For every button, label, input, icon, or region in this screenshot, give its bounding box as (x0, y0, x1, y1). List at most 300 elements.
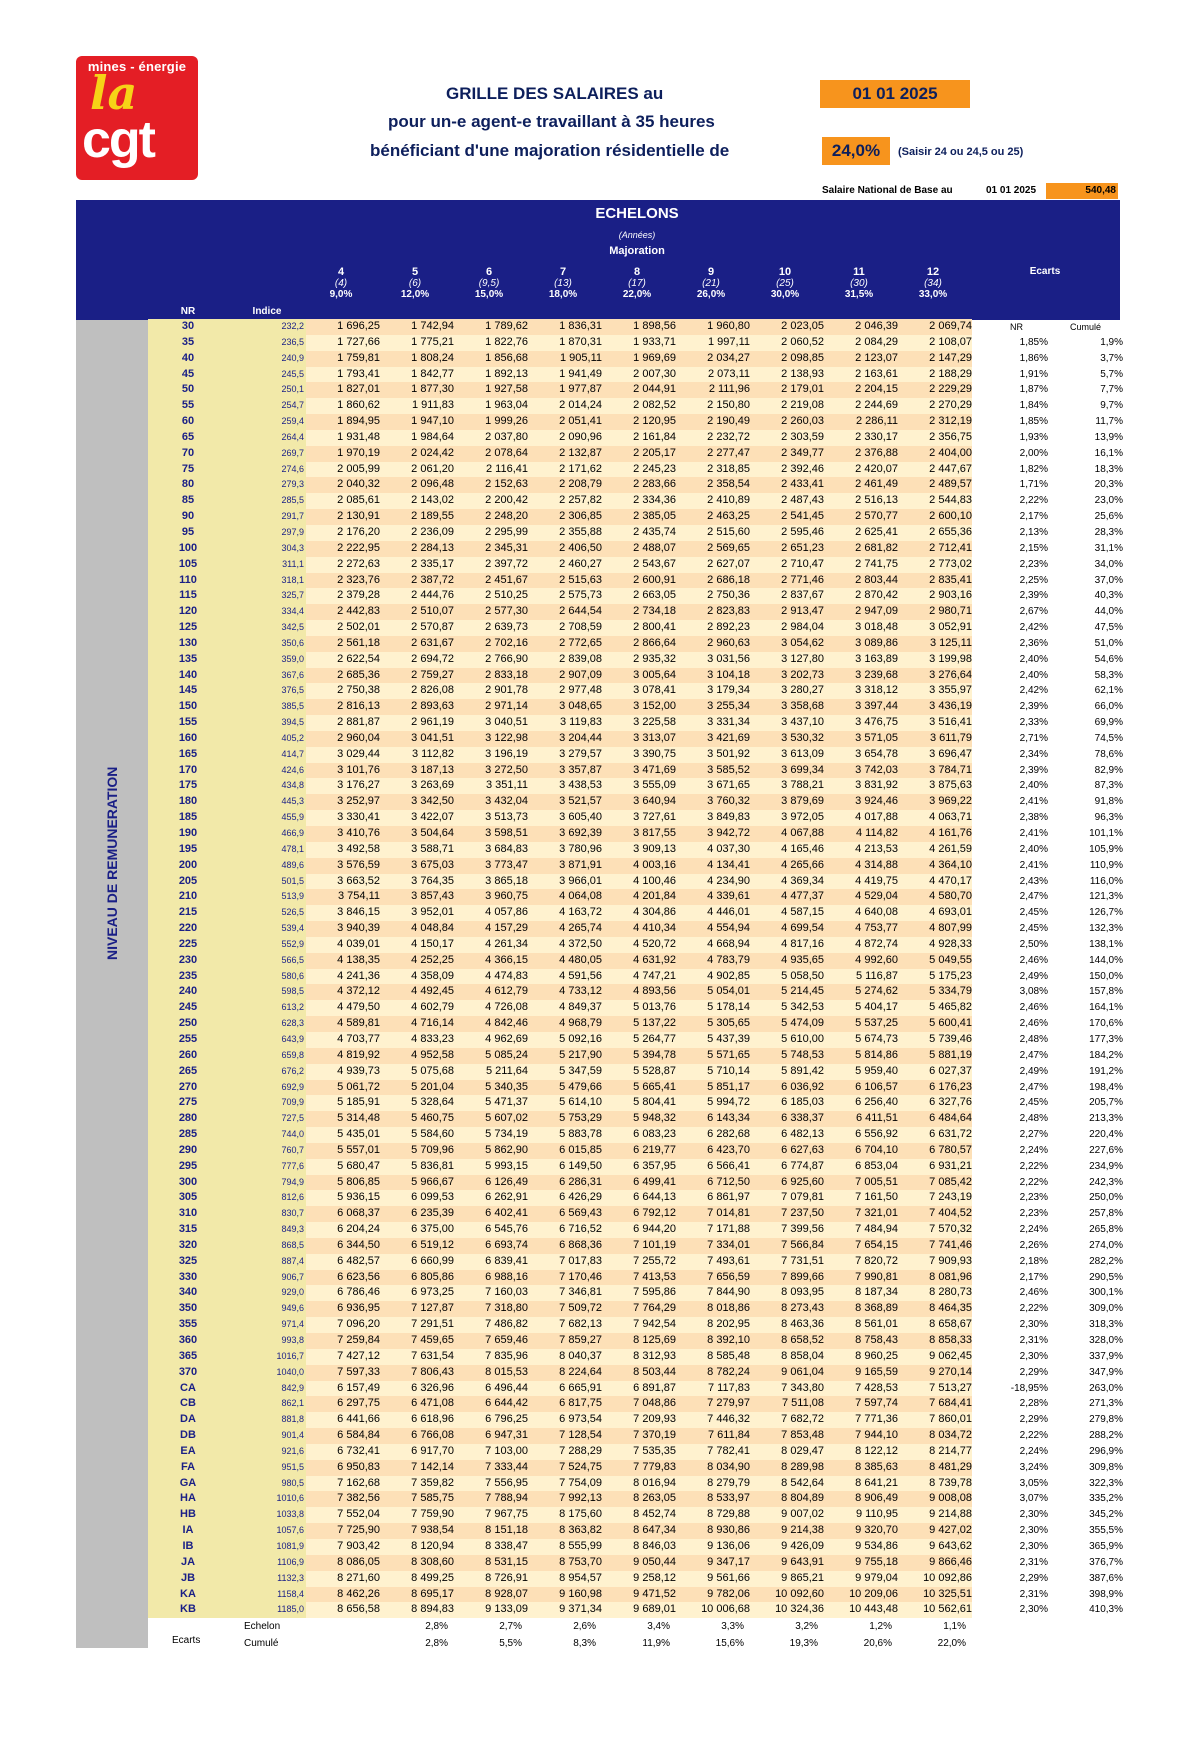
cell-ecart-nr: 2,27% (1019, 1129, 1048, 1141)
footer-cumule-value: 20,6% (863, 1638, 892, 1649)
cell-salary: 2 686,18 (676, 573, 750, 589)
title-line3: bénéficiant d'une majoration résidentielle de (370, 141, 730, 160)
cell-ecart-cumule: 177,3% (1089, 1033, 1123, 1045)
cell-salary: 2 232,72 (676, 430, 750, 446)
cell-ecart-cumule: 138,1% (1089, 938, 1123, 950)
cell-salary: 10 006,68 (676, 1602, 750, 1618)
table-row (148, 1032, 1123, 1048)
cell-indice: 628,3 (228, 1016, 306, 1032)
cell-salary: 8 093,95 (750, 1285, 824, 1301)
table-row (148, 382, 1123, 398)
cell-salary: 3 576,59 (306, 858, 380, 874)
cell-salary: 9 270,14 (898, 1365, 972, 1381)
cell-ecart-cumule: 257,8% (1089, 1208, 1123, 1220)
cell-salary: 9 689,01 (602, 1602, 676, 1618)
table-row (148, 620, 1123, 636)
echelon-header-y: (30) (850, 278, 868, 289)
cell-salary: 1 905,11 (528, 351, 602, 367)
table-row (148, 1000, 1123, 1016)
cell-indice: 445,3 (228, 794, 306, 810)
cell-indice: 274,6 (228, 462, 306, 478)
cell-indice: 1016,7 (228, 1349, 306, 1365)
cell-salary: 4 479,50 (306, 1000, 380, 1016)
cell-salary: 6 631,72 (898, 1127, 972, 1143)
echelon-header-e: 12 (926, 266, 940, 278)
cell-ecart-nr: 2,29% (1019, 1414, 1048, 1426)
footer-cumule-value: 8,3% (573, 1638, 596, 1649)
cell-salary: 5 614,10 (528, 1095, 602, 1111)
cell-ecart-cumule: 3,7% (1100, 352, 1123, 364)
cell-salary: 7 493,61 (676, 1254, 750, 1270)
cell-salary: 8 542,64 (750, 1476, 824, 1492)
cell-ecart-nr: 1,71% (1019, 479, 1048, 491)
cell-salary: 2 120,95 (602, 414, 676, 430)
cell-salary: 5 175,23 (898, 969, 972, 985)
echelon-header-y: (34) (924, 278, 942, 289)
cell-ecart-cumule: 279,8% (1089, 1414, 1123, 1426)
cell-salary: 1 775,21 (380, 335, 454, 351)
cell-salary: 7 209,93 (602, 1412, 676, 1428)
cell-salary: 8 338,47 (454, 1539, 528, 1555)
cell-salary: 7 382,56 (306, 1491, 380, 1507)
cell-salary: 5 201,04 (380, 1080, 454, 1096)
cell-salary: 4 358,09 (380, 969, 454, 985)
cell-nr: 305 (148, 1190, 228, 1206)
cell-salary: 7 942,54 (602, 1317, 676, 1333)
cell-salary: 3 909,13 (602, 842, 676, 858)
footer-echelon-value: 2,7% (499, 1621, 522, 1632)
cell-salary: 7 291,51 (380, 1317, 454, 1333)
cell-salary: 7 725,90 (306, 1523, 380, 1539)
cell-salary: 7 731,51 (750, 1254, 824, 1270)
cell-ecart-cumule: 23,0% (1094, 495, 1123, 507)
table-row (148, 430, 1123, 446)
echelon-header-6 (452, 266, 526, 300)
cell-salary: 4 201,84 (602, 889, 676, 905)
cell-ecart-cumule: 355,5% (1089, 1525, 1123, 1537)
cell-salary: 7 279,97 (676, 1396, 750, 1412)
cell-salary: 4 037,30 (676, 842, 750, 858)
cell-salary: 2 826,08 (380, 683, 454, 699)
cell-salary: 5 814,86 (824, 1048, 898, 1064)
logo-top-text: mines - énergie (87, 59, 187, 74)
title-line2: pour un-e agent-e travaillant à 35 heures (388, 112, 715, 131)
cell-ecart-nr: 2,45% (1019, 1097, 1048, 1109)
cell-salary: 5 178,14 (676, 1000, 750, 1016)
echelon-header-e: 6 (485, 266, 493, 278)
cell-salary: 1 931,48 (306, 430, 380, 446)
cell-ecart-cumule: 101,1% (1089, 828, 1123, 839)
cell-salary: 5 994,72 (676, 1095, 750, 1111)
cell-salary: 2 318,85 (676, 462, 750, 478)
cell-ecart-nr: 2,17% (1019, 511, 1048, 523)
cell-salary: 1 963,04 (454, 398, 528, 414)
cell-indice: 598,5 (228, 984, 306, 1000)
cell-ecart-cumule: 126,7% (1089, 907, 1123, 919)
cell-salary: 3 675,03 (380, 858, 454, 874)
echelon-header-y: (25) (776, 278, 794, 289)
ecarts-nr-header: NR (1010, 322, 1023, 332)
cell-salary: 2 257,82 (528, 493, 602, 509)
cell-salary: 3 005,64 (602, 668, 676, 684)
cell-salary: 7 754,09 (528, 1476, 602, 1492)
cell-salary: 2 397,72 (454, 557, 528, 573)
cell-ecart-nr: 2,22% (1019, 1303, 1048, 1315)
cell-salary: 5 054,01 (676, 984, 750, 1000)
cell-salary: 4 928,33 (898, 937, 972, 953)
cell-salary: 6 471,08 (380, 1396, 454, 1412)
cell-salary: 6 925,60 (750, 1175, 824, 1191)
cell-salary: 1 894,95 (306, 414, 380, 430)
cell-salary: 6 716,52 (528, 1222, 602, 1238)
cell-ecart-nr: 2,23% (1019, 1208, 1048, 1220)
cell-nr: HA (148, 1491, 228, 1507)
cell-indice: 842,9 (228, 1381, 306, 1397)
cell-salary: 3 605,40 (528, 810, 602, 826)
cell-nr: DB (148, 1428, 228, 1444)
cell-nr: 240 (148, 984, 228, 1000)
cell-ecart-cumule: 58,3% (1094, 669, 1123, 681)
table-row (148, 905, 1123, 921)
cell-salary: 7 853,48 (750, 1428, 824, 1444)
cell-salary: 2 005,99 (306, 462, 380, 478)
cell-salary: 3 611,79 (898, 731, 972, 747)
cell-salary: 2 073,11 (676, 367, 750, 383)
table-row (148, 1285, 1123, 1301)
cell-salary: 4 161,76 (898, 826, 972, 842)
cell-salary: 3 196,19 (454, 747, 528, 763)
cell-salary: 3 410,76 (306, 826, 380, 842)
cell-salary: 2 541,45 (750, 509, 824, 525)
cell-salary: 5 665,41 (602, 1080, 676, 1096)
cell-salary: 1 860,62 (306, 398, 380, 414)
cell-ecart-cumule: 198,4% (1089, 1081, 1123, 1093)
cell-salary: 2 663,05 (602, 588, 676, 604)
cell-ecart-nr: 2,13% (1019, 526, 1048, 538)
cell-salary: 4 339,61 (676, 889, 750, 905)
cell-ecart-cumule: 227,6% (1089, 1144, 1123, 1156)
cell-nr: FA (148, 1460, 228, 1476)
cell-indice: 478,1 (228, 842, 306, 858)
cell-salary: 3 176,27 (306, 778, 380, 794)
cell-salary: 6 936,95 (306, 1301, 380, 1317)
cell-salary: 4 234,90 (676, 874, 750, 890)
table-row (148, 921, 1123, 937)
cell-salary: 7 684,41 (898, 1396, 972, 1412)
cell-salary: 3 640,94 (602, 794, 676, 810)
cell-salary: 8 894,83 (380, 1602, 454, 1618)
cell-salary: 3 699,34 (750, 763, 824, 779)
cell-ecart-cumule: 25,6% (1094, 511, 1123, 523)
cell-nr: 185 (148, 810, 228, 826)
cell-salary: 6 566,41 (676, 1159, 750, 1175)
cell-salary: 4 554,94 (676, 921, 750, 937)
cell-salary: 5 465,82 (898, 1000, 972, 1016)
cell-salary: 2 272,63 (306, 557, 380, 573)
cell-ecart-cumule: 274,0% (1089, 1239, 1123, 1251)
cell-salary: 2 163,61 (824, 367, 898, 383)
cell-indice: 830,7 (228, 1206, 306, 1222)
cell-ecart-cumule: 205,7% (1089, 1097, 1123, 1109)
cell-salary: 6 704,10 (824, 1143, 898, 1159)
cell-salary: 7 237,50 (750, 1206, 824, 1222)
cell-ecart-nr: 2,23% (1019, 558, 1048, 570)
cell-salary: 6 569,43 (528, 1206, 602, 1222)
cell-salary: 9 320,70 (824, 1523, 898, 1539)
cell-ecart-nr: 2,00% (1019, 447, 1048, 459)
cell-salary: 1 927,58 (454, 382, 528, 398)
cell-salary: 3 101,76 (306, 763, 380, 779)
cell-salary: 7 631,54 (380, 1349, 454, 1365)
cell-salary: 6 584,84 (306, 1428, 380, 1444)
table-row (148, 477, 1123, 493)
cell-salary: 5 085,24 (454, 1048, 528, 1064)
cell-salary: 2 823,83 (676, 604, 750, 620)
cell-salary: 4 693,01 (898, 905, 972, 921)
cell-ecart-nr: 2,48% (1019, 1033, 1048, 1045)
cell-salary: 2 061,20 (380, 462, 454, 478)
cell-salary: 8 858,33 (898, 1333, 972, 1349)
cell-salary: 9 643,91 (750, 1555, 824, 1571)
table-row (148, 588, 1123, 604)
cell-salary: 4 872,74 (824, 937, 898, 953)
cell-salary: 8 029,47 (750, 1444, 824, 1460)
cell-salary: 3 104,18 (676, 668, 750, 684)
table-row (148, 826, 1123, 842)
footer-cumule-value: 11,9% (642, 1638, 670, 1649)
cell-salary: 6 917,70 (380, 1444, 454, 1460)
cell-salary: 6 839,41 (454, 1254, 528, 1270)
echelon-header-m: 9,0% (329, 289, 353, 300)
cell-salary: 5 748,53 (750, 1048, 824, 1064)
cell-salary: 10 092,86 (898, 1571, 972, 1587)
cell-salary: 6 950,83 (306, 1460, 380, 1476)
cell-nr: 275 (148, 1095, 228, 1111)
cell-nr: 190 (148, 826, 228, 842)
cell-salary: 4 589,81 (306, 1016, 380, 1032)
echelon-header-y: (21) (702, 278, 720, 289)
cell-ecart-nr: 2,36% (1019, 637, 1048, 649)
cell-salary: 3 199,98 (898, 652, 972, 668)
cell-indice: 1040,0 (228, 1365, 306, 1381)
cell-salary: 8 273,43 (750, 1301, 824, 1317)
cell-nr: 45 (148, 367, 228, 383)
cell-salary: 6 947,31 (454, 1428, 528, 1444)
cell-ecart-cumule: 54,6% (1094, 653, 1123, 665)
cell-salary: 5 217,90 (528, 1048, 602, 1064)
cell-salary: 2 839,08 (528, 652, 602, 668)
table-row (148, 1095, 1123, 1111)
cell-salary: 2 488,07 (602, 541, 676, 557)
cell-ecart-nr: 1,93% (1019, 431, 1048, 443)
cell-salary: 2 644,54 (528, 604, 602, 620)
cell-salary: 2 376,88 (824, 446, 898, 462)
cell-salary: 3 438,53 (528, 778, 602, 794)
cell-salary: 2 816,13 (306, 699, 380, 715)
annees-label: (Années) (618, 230, 656, 240)
cell-indice: 692,9 (228, 1080, 306, 1096)
cell-salary: 6 693,74 (454, 1238, 528, 1254)
cell-salary: 5 600,41 (898, 1016, 972, 1032)
cell-salary: 2 702,16 (454, 636, 528, 652)
cell-salary: 5 851,17 (676, 1080, 750, 1096)
cell-salary: 6 805,86 (380, 1270, 454, 1286)
ecarts-cumule-header: Cumulé (1070, 322, 1102, 332)
cell-nr: 290 (148, 1143, 228, 1159)
cell-salary: 8 503,44 (602, 1365, 676, 1381)
cell-salary: 3 272,50 (454, 763, 528, 779)
cell-salary: 7 511,08 (750, 1396, 824, 1412)
cell-salary: 3 942,72 (676, 826, 750, 842)
table-row (148, 493, 1123, 509)
cell-indice: 901,4 (228, 1428, 306, 1444)
cell-salary: 4 716,14 (380, 1016, 454, 1032)
cell-indice: 566,5 (228, 953, 306, 969)
cell-salary: 7 171,88 (676, 1222, 750, 1238)
cell-salary: 2 960,63 (676, 636, 750, 652)
cell-ecart-cumule: 398,9% (1089, 1588, 1123, 1600)
cell-ecart-nr: 2,28% (1019, 1398, 1048, 1410)
echelon-header-e: 10 (778, 266, 792, 278)
cell-salary: 5 471,37 (454, 1095, 528, 1111)
cell-salary: 2 961,19 (380, 715, 454, 731)
cell-salary: 9 371,34 (528, 1602, 602, 1618)
cell-salary: 1 759,81 (306, 351, 380, 367)
cell-salary: 7 944,10 (824, 1428, 898, 1444)
cell-salary: 5 674,73 (824, 1032, 898, 1048)
cell-salary: 4 372,12 (306, 984, 380, 1000)
cell-salary: 8 463,36 (750, 1317, 824, 1333)
cell-salary: 2 179,01 (750, 382, 824, 398)
cell-salary: 2 236,09 (380, 525, 454, 541)
snb-label: Salaire National de Base au (822, 185, 953, 196)
cell-nr: 60 (148, 414, 228, 430)
cell-ecart-cumule: 13,9% (1094, 431, 1123, 443)
table-row (148, 984, 1123, 1000)
table-row (148, 1412, 1123, 1428)
cell-salary: 7 017,83 (528, 1254, 602, 1270)
cell-ecart-nr: 2,30% (1019, 1319, 1048, 1331)
footer-echelon-value: 1,1% (943, 1621, 966, 1632)
echelon-header-e: 8 (633, 266, 641, 278)
cell-salary: 9 782,06 (676, 1587, 750, 1603)
cell-indice: 254,7 (228, 398, 306, 414)
cell-salary: 3 940,39 (306, 921, 380, 937)
cell-salary: 4 747,21 (602, 969, 676, 985)
cell-salary: 7 484,94 (824, 1222, 898, 1238)
cell-ecart-nr: 2,46% (1019, 1018, 1048, 1030)
cell-salary: 2 150,80 (676, 398, 750, 414)
cell-nr: IA (148, 1523, 228, 1539)
echelon-header-y: (6) (408, 278, 422, 289)
cell-salary: 6 015,85 (528, 1143, 602, 1159)
cell-salary: 4 703,77 (306, 1032, 380, 1048)
cell-salary: 4 150,17 (380, 937, 454, 953)
cell-nr: 110 (148, 573, 228, 589)
cell-salary: 7 860,01 (898, 1412, 972, 1428)
cell-ecart-cumule: 250,0% (1089, 1192, 1123, 1204)
cell-ecart-nr: 2,24% (1019, 1144, 1048, 1156)
echelon-header-8 (600, 266, 674, 300)
table-row (148, 1602, 1123, 1618)
cell-salary: 7 992,13 (528, 1491, 602, 1507)
cell-nr: 125 (148, 620, 228, 636)
cell-nr: 75 (148, 462, 228, 478)
cell-salary: 4 631,92 (602, 953, 676, 969)
cell-salary: 2 046,39 (824, 319, 898, 335)
cell-salary: 3 969,22 (898, 794, 972, 810)
cell-indice: 971,4 (228, 1317, 306, 1333)
cell-salary: 4 446,01 (676, 905, 750, 921)
cell-salary: 9 136,06 (676, 1539, 750, 1555)
cell-salary: 2 463,25 (676, 509, 750, 525)
cell-indice: 291,7 (228, 509, 306, 525)
table-row (148, 1555, 1123, 1571)
cell-salary: 2 510,07 (380, 604, 454, 620)
cell-salary: 3 571,05 (824, 731, 898, 747)
cell-ecart-cumule: 150,0% (1089, 970, 1123, 982)
cell-salary: 7 585,75 (380, 1491, 454, 1507)
cell-indice: 376,5 (228, 683, 306, 699)
cell-ecart-nr: 2,30% (1019, 1525, 1048, 1537)
cell-ecart-nr: 2,22% (1019, 1176, 1048, 1188)
cell-salary: 8 122,12 (824, 1444, 898, 1460)
table-row (148, 969, 1123, 985)
cell-salary: 2 570,87 (380, 620, 454, 636)
cell-salary: 3 351,11 (454, 778, 528, 794)
cell-salary: 3 530,32 (750, 731, 824, 747)
footer-echelon-value: 2,6% (573, 1621, 596, 1632)
echelon-header-m: 18,0% (548, 289, 578, 300)
footer-cumule-value: 2,8% (425, 1638, 448, 1649)
cell-salary: 3 255,34 (676, 699, 750, 715)
cell-salary: 6 286,31 (528, 1175, 602, 1191)
cell-salary: 3 052,91 (898, 620, 972, 636)
cell-salary: 1 933,71 (602, 335, 676, 351)
cell-salary: 6 126,49 (454, 1175, 528, 1191)
cell-ecart-nr: 2,23% (1019, 1192, 1048, 1204)
cell-salary: 2 655,36 (898, 525, 972, 541)
cell-salary: 2 984,04 (750, 620, 824, 636)
cell-salary: 4 602,79 (380, 1000, 454, 1016)
cell-salary: 8 804,89 (750, 1491, 824, 1507)
cell-salary: 2 766,90 (454, 652, 528, 668)
cell-salary: 2 188,29 (898, 367, 972, 383)
cell-salary: 3 331,34 (676, 715, 750, 731)
cell-salary: 4 048,84 (380, 921, 454, 937)
cell-salary: 2 433,41 (750, 477, 824, 493)
cell-indice: 1158,4 (228, 1587, 306, 1603)
cell-salary: 2 096,48 (380, 477, 454, 493)
cell-salary: 8 585,48 (676, 1349, 750, 1365)
cell-salary: 4 265,66 (750, 858, 824, 874)
cell-salary: 6 036,92 (750, 1080, 824, 1096)
cell-salary: 4 100,46 (602, 874, 676, 890)
cell-salary: 7 005,51 (824, 1175, 898, 1191)
table-row (148, 367, 1123, 383)
cell-salary: 3 204,44 (528, 731, 602, 747)
cell-salary: 5 264,77 (602, 1032, 676, 1048)
cell-ecart-cumule: 110,9% (1089, 859, 1123, 871)
cell-salary: 5 806,85 (306, 1175, 380, 1191)
cell-ecart-nr: 1,84% (1019, 400, 1048, 412)
cell-nr: 100 (148, 541, 228, 557)
cell-salary: 3 588,71 (380, 842, 454, 858)
cell-salary: 3 342,50 (380, 794, 454, 810)
cell-salary: 4 474,83 (454, 969, 528, 985)
cell-salary: 6 027,37 (898, 1064, 972, 1080)
cell-salary: 8 224,64 (528, 1365, 602, 1381)
